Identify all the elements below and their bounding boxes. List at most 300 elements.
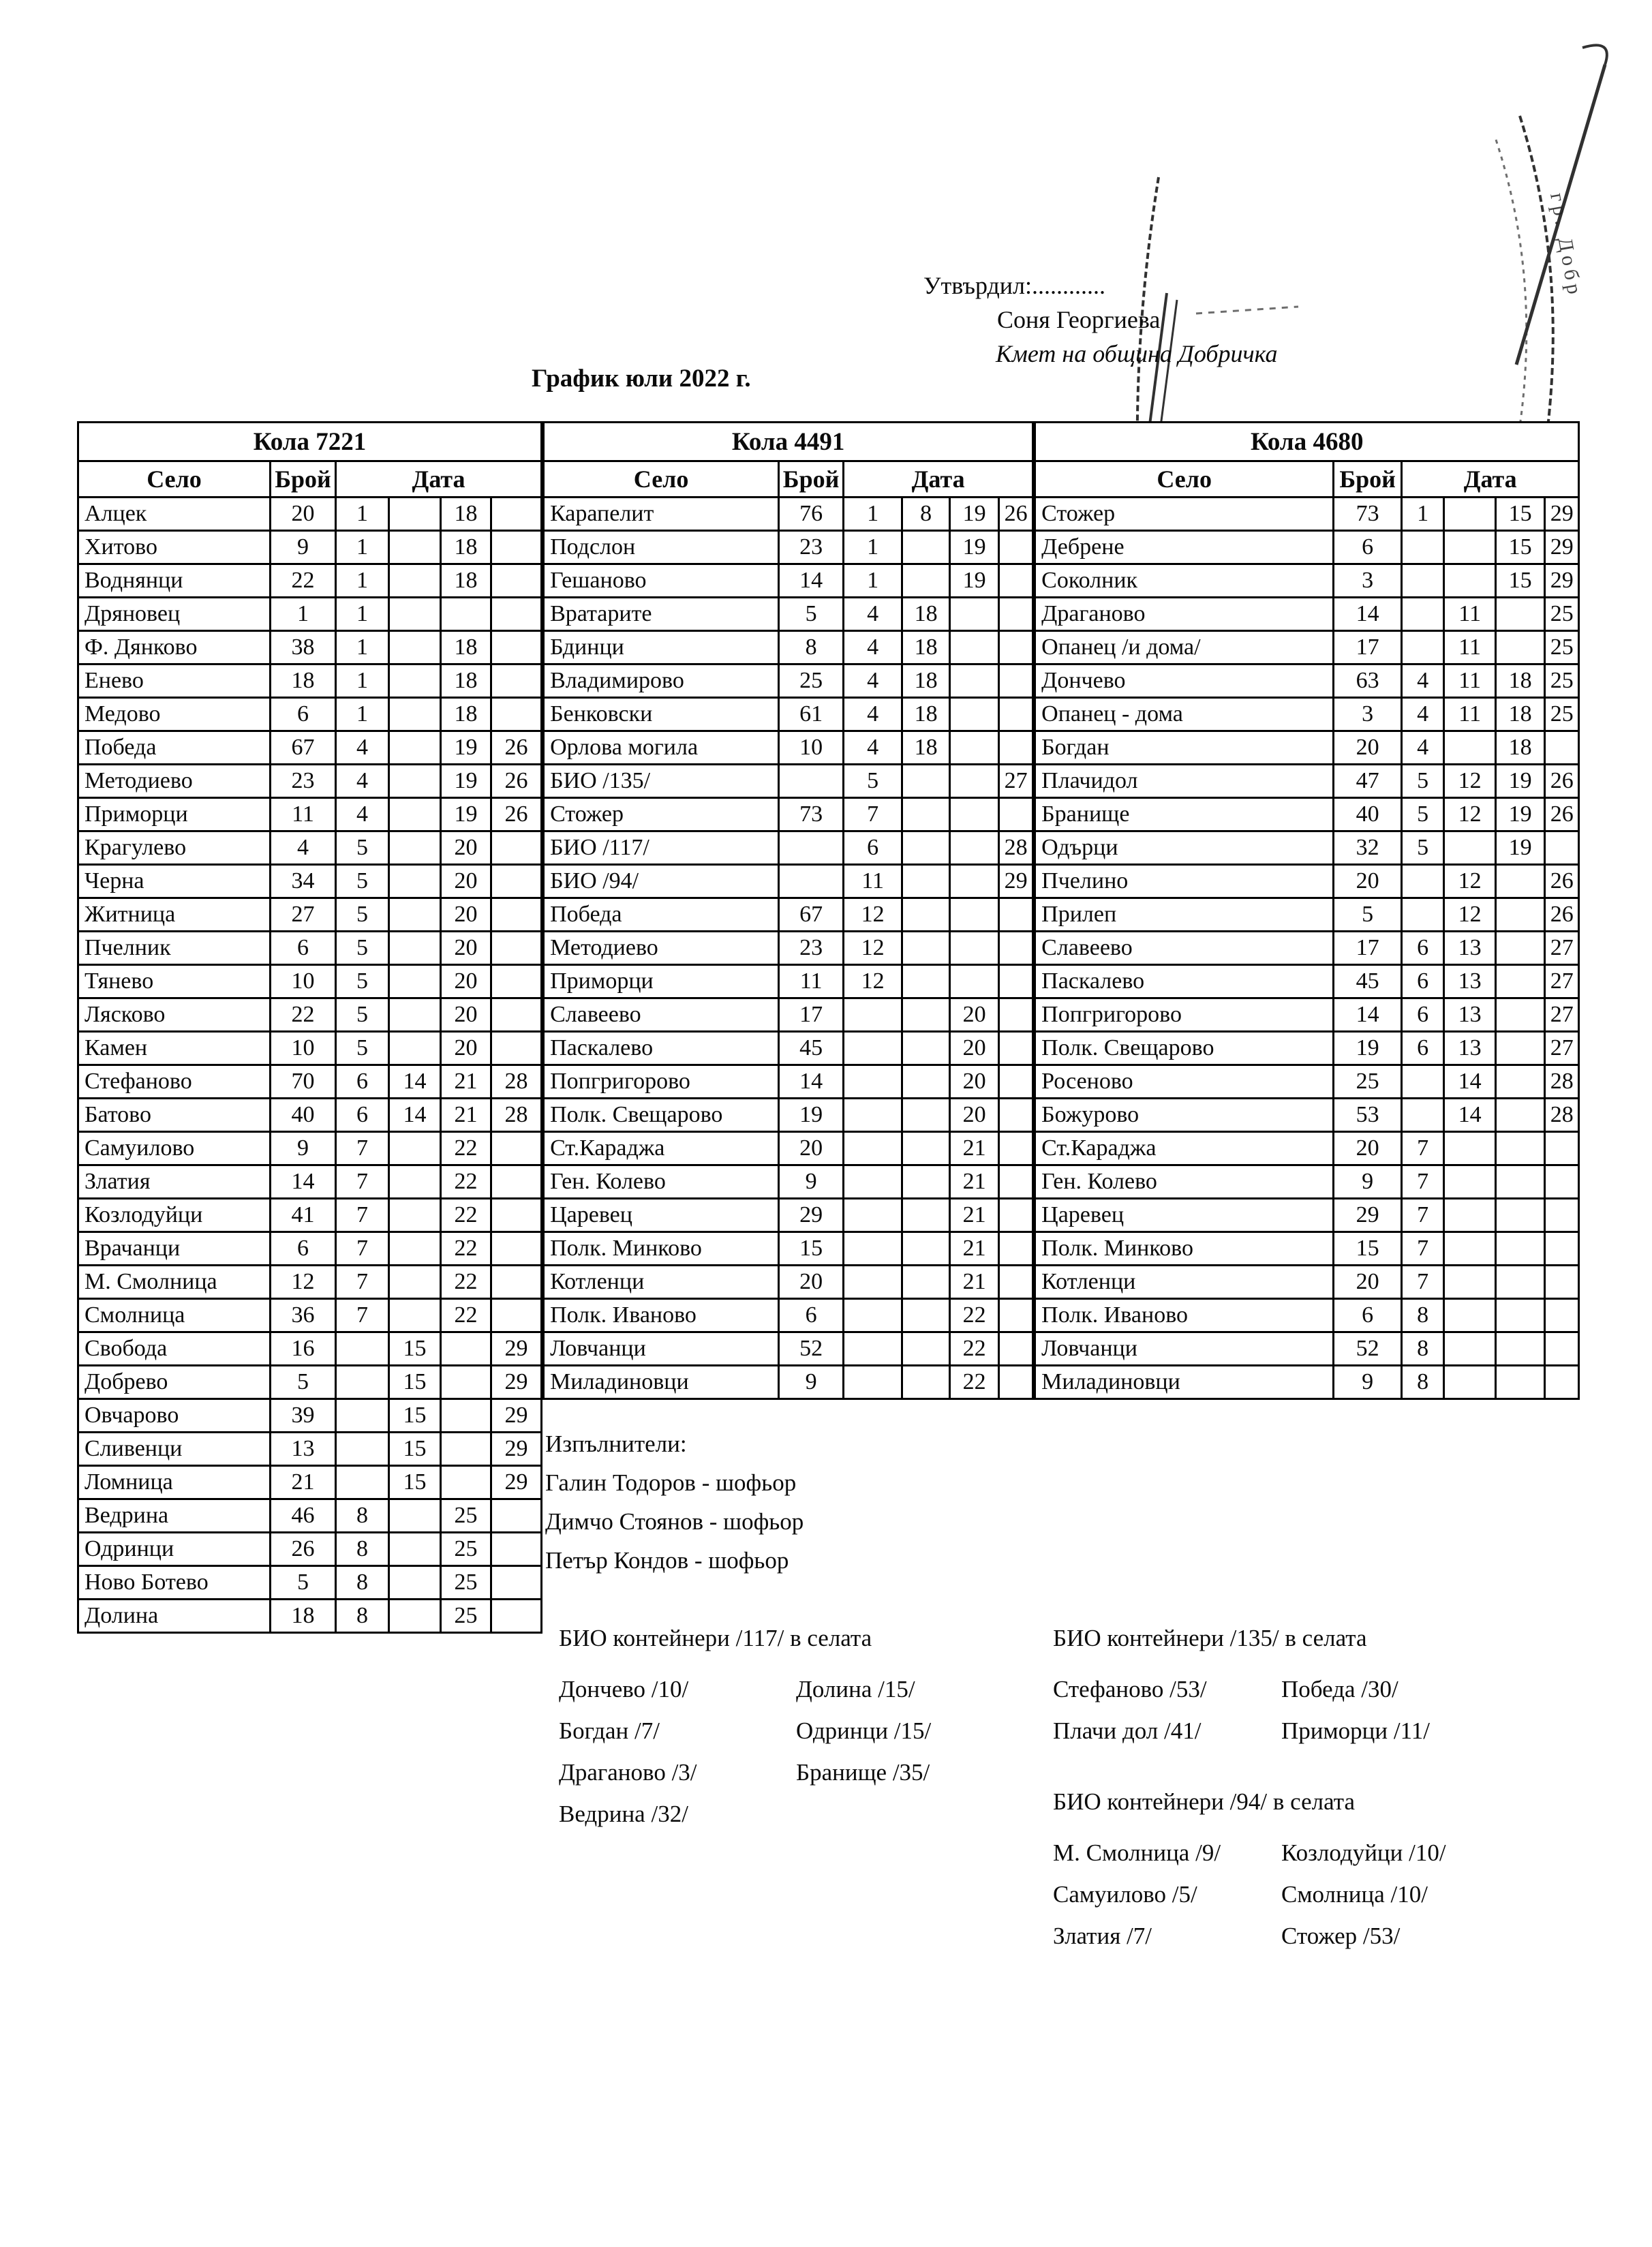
date-cell: 12 xyxy=(1444,898,1496,932)
page-title: График юли 2022 г. xyxy=(532,365,751,393)
count-cell: 36 xyxy=(271,1299,336,1332)
date-cell xyxy=(389,531,441,564)
table-row xyxy=(544,898,1033,932)
table-row xyxy=(544,1332,1033,1366)
date-cell: 25 xyxy=(1545,664,1579,698)
date-cell xyxy=(389,698,441,731)
table-row xyxy=(78,1600,542,1633)
date-cell xyxy=(999,564,1033,598)
date-cell: 1 xyxy=(844,498,902,531)
date-cell: 7 xyxy=(336,1199,389,1232)
date-cell: 21 xyxy=(950,1132,999,1165)
table-row xyxy=(544,598,1033,631)
bio-section-135 xyxy=(1053,1625,1430,1752)
table-row xyxy=(78,765,542,798)
date-cell xyxy=(999,1132,1033,1165)
bio-item: Самуилово /5/ xyxy=(1053,1881,1197,1908)
table-row xyxy=(78,1032,542,1065)
bio-item: Дончево /10/ xyxy=(559,1676,689,1702)
date-cell xyxy=(1496,998,1545,1032)
date-cell xyxy=(950,765,999,798)
date-cell xyxy=(1444,1266,1496,1299)
signature-hook xyxy=(1582,45,1607,65)
table-row xyxy=(78,598,542,631)
table-row xyxy=(78,1566,542,1600)
date-cell xyxy=(1444,564,1496,598)
date-cell: 20 xyxy=(950,1032,999,1065)
date-cell xyxy=(902,865,950,898)
village-cell: Стефаново xyxy=(78,1065,271,1099)
count-cell: 53 xyxy=(1334,1099,1402,1132)
village-cell: Долина xyxy=(78,1600,271,1633)
date-cell: 7 xyxy=(336,1299,389,1332)
village-cell: Одърци xyxy=(1035,831,1334,865)
bio-item: Козлодуйци /10/ xyxy=(1281,1839,1446,1866)
village-cell: Божурово xyxy=(1035,1099,1334,1132)
date-cell: 15 xyxy=(389,1433,441,1466)
date-cell: 4 xyxy=(844,731,902,765)
date-cell xyxy=(844,1366,902,1399)
date-cell: 5 xyxy=(336,965,389,998)
date-cell: 25 xyxy=(441,1600,491,1633)
village-cell: Ловчанци xyxy=(544,1332,779,1366)
date-cell xyxy=(999,1366,1033,1399)
date-cell xyxy=(1545,1232,1579,1266)
date-cell: 15 xyxy=(389,1466,441,1499)
date-cell xyxy=(902,1165,950,1199)
table-row xyxy=(1035,564,1579,598)
count-cell: 6 xyxy=(1334,1299,1402,1332)
village-cell: Методиево xyxy=(78,765,271,798)
date-cell xyxy=(491,1132,542,1165)
date-cell xyxy=(389,798,441,831)
date-cell: 18 xyxy=(1496,698,1545,731)
count-cell: 20 xyxy=(779,1132,844,1165)
date-cell: 1 xyxy=(844,531,902,564)
date-cell: 18 xyxy=(441,698,491,731)
date-cell: 7 xyxy=(1402,1165,1444,1199)
date-cell xyxy=(1496,932,1545,965)
executors-list xyxy=(545,1463,804,1580)
count-cell: 10 xyxy=(271,965,336,998)
date-cell: 20 xyxy=(441,965,491,998)
date-cell xyxy=(950,798,999,831)
date-cell xyxy=(491,1566,542,1600)
bio-item: Плачи дол /41/ xyxy=(1053,1717,1202,1744)
date-cell xyxy=(1496,898,1545,932)
date-cell: 22 xyxy=(441,1299,491,1332)
table-row xyxy=(78,1399,542,1433)
table-row xyxy=(78,1299,542,1332)
count-cell: 29 xyxy=(1334,1199,1402,1232)
header-count: Брой xyxy=(1334,461,1402,498)
count-cell: 9 xyxy=(1334,1366,1402,1399)
date-cell: 27 xyxy=(1545,932,1579,965)
count-cell: 19 xyxy=(1334,1032,1402,1065)
date-cell: 15 xyxy=(389,1332,441,1366)
table-row xyxy=(544,765,1033,798)
date-cell xyxy=(491,564,542,598)
date-cell xyxy=(999,1299,1033,1332)
date-cell: 28 xyxy=(491,1099,542,1132)
count-cell: 45 xyxy=(1334,965,1402,998)
count-cell: 14 xyxy=(271,1165,336,1199)
date-cell: 27 xyxy=(999,765,1033,798)
date-cell xyxy=(1444,1332,1496,1366)
count-cell: 8 xyxy=(779,631,844,664)
village-cell: Воднянци xyxy=(78,564,271,598)
village-cell: Одринци xyxy=(78,1533,271,1566)
table-row xyxy=(1035,1366,1579,1399)
date-cell xyxy=(1496,965,1545,998)
date-cell: 13 xyxy=(1444,965,1496,998)
date-cell xyxy=(950,965,999,998)
date-cell xyxy=(491,1032,542,1065)
date-cell xyxy=(999,1099,1033,1132)
bio-item: Драганово /3/ xyxy=(559,1759,697,1786)
executors-heading: Изпълнители: xyxy=(545,1431,687,1457)
village-cell: Миладиновци xyxy=(544,1366,779,1399)
date-cell xyxy=(389,998,441,1032)
date-cell xyxy=(950,631,999,664)
count-cell: 14 xyxy=(779,564,844,598)
date-cell xyxy=(491,1533,542,1566)
date-cell xyxy=(844,1132,902,1165)
date-cell: 4 xyxy=(844,598,902,631)
date-cell xyxy=(950,898,999,932)
table-row xyxy=(1035,598,1579,631)
count-cell: 73 xyxy=(779,798,844,831)
village-cell: БИО /135/ xyxy=(544,765,779,798)
date-cell xyxy=(389,1132,441,1165)
approval-signer-name: Соня Георгиева xyxy=(997,306,1161,333)
count-cell: 25 xyxy=(1334,1065,1402,1099)
table-row xyxy=(544,1366,1033,1399)
date-cell xyxy=(491,631,542,664)
date-cell: 8 xyxy=(1402,1332,1444,1366)
date-cell xyxy=(999,1266,1033,1299)
date-cell xyxy=(491,531,542,564)
village-cell: Лясково xyxy=(78,998,271,1032)
date-cell xyxy=(844,1099,902,1132)
village-cell: Победа xyxy=(544,898,779,932)
village-cell: Дончево xyxy=(1035,664,1334,698)
date-cell: 8 xyxy=(336,1533,389,1566)
bio-item: Бранище /35/ xyxy=(796,1759,930,1786)
table-row xyxy=(78,664,542,698)
date-cell: 6 xyxy=(844,831,902,865)
bio-item: Смолница /10/ xyxy=(1281,1881,1428,1908)
date-cell xyxy=(902,1266,950,1299)
village-cell: Пчелино xyxy=(1035,865,1334,898)
date-cell: 27 xyxy=(1545,965,1579,998)
date-cell: 21 xyxy=(441,1065,491,1099)
date-cell xyxy=(491,865,542,898)
table-row xyxy=(1035,1065,1579,1099)
date-cell xyxy=(1496,1299,1545,1332)
date-cell xyxy=(389,865,441,898)
village-cell: Приморци xyxy=(78,798,271,831)
date-cell xyxy=(999,1032,1033,1065)
approval-signer-role: Кмет на община Добричка xyxy=(996,340,1278,367)
table-row xyxy=(78,1499,542,1533)
table-row xyxy=(78,1232,542,1266)
table-row xyxy=(544,531,1033,564)
date-cell: 20 xyxy=(950,998,999,1032)
count-cell: 3 xyxy=(1334,564,1402,598)
date-cell: 19 xyxy=(1496,765,1545,798)
date-cell xyxy=(999,631,1033,664)
village-cell: Победа xyxy=(78,731,271,765)
count-cell: 25 xyxy=(779,664,844,698)
date-cell: 1 xyxy=(336,631,389,664)
date-cell: 1 xyxy=(336,564,389,598)
table-row xyxy=(1035,998,1579,1032)
date-cell: 22 xyxy=(950,1332,999,1366)
date-cell: 7 xyxy=(1402,1266,1444,1299)
date-cell: 7 xyxy=(336,1266,389,1299)
date-cell xyxy=(844,1065,902,1099)
date-cell: 21 xyxy=(950,1266,999,1299)
date-cell: 6 xyxy=(1402,998,1444,1032)
date-cell xyxy=(491,1165,542,1199)
village-cell: Карапелит xyxy=(544,498,779,531)
date-cell: 11 xyxy=(1444,698,1496,731)
count-cell: 52 xyxy=(779,1332,844,1366)
date-cell xyxy=(950,698,999,731)
date-cell xyxy=(441,1433,491,1466)
bio-item: Златия /7/ xyxy=(1053,1923,1152,1949)
village-cell: Методиево xyxy=(544,932,779,965)
date-cell: 7 xyxy=(336,1232,389,1266)
count-cell: 14 xyxy=(779,1065,844,1099)
date-cell xyxy=(950,831,999,865)
village-cell: Батово xyxy=(78,1099,271,1132)
village-cell: Камен xyxy=(78,1032,271,1065)
count-cell: 9 xyxy=(1334,1165,1402,1199)
date-cell: 7 xyxy=(844,798,902,831)
date-cell: 26 xyxy=(491,798,542,831)
date-cell xyxy=(389,898,441,932)
approval-label: Утвърдил:............ xyxy=(923,272,1106,299)
table-row xyxy=(78,1466,542,1499)
count-cell: 17 xyxy=(1334,932,1402,965)
village-cell: Опанец - дома xyxy=(1035,698,1334,731)
date-cell xyxy=(389,1232,441,1266)
date-cell: 5 xyxy=(336,1032,389,1065)
table-row xyxy=(544,698,1033,731)
date-cell xyxy=(1496,1099,1545,1132)
date-cell xyxy=(1402,564,1444,598)
date-cell xyxy=(389,1199,441,1232)
date-cell: 12 xyxy=(1444,798,1496,831)
count-cell: 63 xyxy=(1334,664,1402,698)
table-row xyxy=(1035,1032,1579,1065)
date-cell: 29 xyxy=(1545,564,1579,598)
date-cell: 19 xyxy=(950,498,999,531)
village-cell: Крагулево xyxy=(78,831,271,865)
table-row xyxy=(544,932,1033,965)
table-row xyxy=(544,1065,1033,1099)
village-cell: Полк. Свещарово xyxy=(544,1099,779,1132)
count-cell: 3 xyxy=(1334,698,1402,731)
header-count: Брой xyxy=(271,461,336,498)
count-cell: 9 xyxy=(779,1366,844,1399)
village-cell: Черна xyxy=(78,865,271,898)
date-cell: 1 xyxy=(336,664,389,698)
header-village: Село xyxy=(1035,461,1334,498)
date-cell xyxy=(1496,865,1545,898)
table-row xyxy=(1035,1099,1579,1132)
table-row xyxy=(544,564,1033,598)
date-cell: 4 xyxy=(1402,731,1444,765)
date-cell: 12 xyxy=(1444,865,1496,898)
date-cell: 26 xyxy=(999,498,1033,531)
date-cell: 6 xyxy=(1402,965,1444,998)
date-cell xyxy=(999,1165,1033,1199)
date-cell xyxy=(999,1232,1033,1266)
date-cell: 1 xyxy=(336,698,389,731)
table-row xyxy=(544,631,1033,664)
count-cell: 29 xyxy=(779,1199,844,1232)
date-cell: 29 xyxy=(491,1366,542,1399)
date-cell: 18 xyxy=(441,564,491,598)
header-date: Дата xyxy=(1402,461,1579,498)
date-cell: 20 xyxy=(441,898,491,932)
date-cell xyxy=(902,831,950,865)
count-cell: 20 xyxy=(1334,731,1402,765)
village-cell: Ново Ботево xyxy=(78,1566,271,1600)
count-cell xyxy=(779,865,844,898)
date-cell: 18 xyxy=(441,498,491,531)
date-cell: 4 xyxy=(844,698,902,731)
date-cell xyxy=(1444,831,1496,865)
village-cell: Ф. Дянково xyxy=(78,631,271,664)
date-cell xyxy=(336,1332,389,1366)
date-cell: 18 xyxy=(1496,731,1545,765)
village-cell: Дряновец xyxy=(78,598,271,631)
date-cell: 18 xyxy=(902,698,950,731)
date-cell xyxy=(491,1266,542,1299)
date-cell: 5 xyxy=(336,932,389,965)
table-row xyxy=(544,1232,1033,1266)
count-cell: 13 xyxy=(271,1433,336,1466)
village-cell: Сливенци xyxy=(78,1433,271,1466)
date-cell: 29 xyxy=(491,1399,542,1433)
date-cell xyxy=(950,731,999,765)
table-row xyxy=(544,498,1033,531)
date-cell xyxy=(1444,1366,1496,1399)
date-cell xyxy=(1496,1132,1545,1165)
table-row xyxy=(544,1199,1033,1232)
count-cell: 40 xyxy=(271,1099,336,1132)
date-cell xyxy=(902,1199,950,1232)
table-row xyxy=(78,831,542,865)
village-cell: Алцек xyxy=(78,498,271,531)
date-cell xyxy=(1545,1366,1579,1399)
date-cell: 28 xyxy=(1545,1099,1579,1132)
date-cell: 11 xyxy=(844,865,902,898)
bio-section-title: БИО контейнери /117/ в селата xyxy=(559,1625,872,1651)
date-cell: 8 xyxy=(902,498,950,531)
date-cell: 25 xyxy=(1545,698,1579,731)
date-cell xyxy=(902,1232,950,1266)
date-cell: 5 xyxy=(1402,798,1444,831)
date-cell xyxy=(1496,598,1545,631)
count-cell: 15 xyxy=(779,1232,844,1266)
date-cell xyxy=(389,1499,441,1533)
date-cell: 5 xyxy=(336,998,389,1032)
date-cell xyxy=(389,564,441,598)
date-cell: 12 xyxy=(844,932,902,965)
header-date: Дата xyxy=(844,461,1033,498)
table-row xyxy=(1035,898,1579,932)
date-cell: 29 xyxy=(491,1433,542,1466)
date-cell xyxy=(1444,498,1496,531)
date-cell xyxy=(336,1433,389,1466)
date-cell: 22 xyxy=(441,1232,491,1266)
date-cell xyxy=(1402,598,1444,631)
date-cell: 21 xyxy=(950,1199,999,1232)
date-cell xyxy=(950,664,999,698)
date-cell: 26 xyxy=(491,731,542,765)
table-row xyxy=(78,1533,542,1566)
village-cell: Вратарите xyxy=(544,598,779,631)
header-village: Село xyxy=(544,461,779,498)
date-cell: 28 xyxy=(1545,1065,1579,1099)
table-row xyxy=(78,1132,542,1165)
table-row xyxy=(78,898,542,932)
date-cell xyxy=(999,1332,1033,1366)
date-cell xyxy=(902,1366,950,1399)
table-row xyxy=(1035,865,1579,898)
bio-column-right xyxy=(796,1668,931,1835)
date-cell: 18 xyxy=(902,598,950,631)
date-cell xyxy=(999,664,1033,698)
date-cell: 7 xyxy=(1402,1132,1444,1165)
date-cell xyxy=(1496,1032,1545,1065)
date-cell: 4 xyxy=(336,765,389,798)
date-cell: 6 xyxy=(336,1099,389,1132)
count-cell: 1 xyxy=(271,598,336,631)
date-cell xyxy=(844,1165,902,1199)
table-row xyxy=(1035,664,1579,698)
table-row xyxy=(78,1199,542,1232)
date-cell: 19 xyxy=(441,731,491,765)
date-cell: 27 xyxy=(1545,1032,1579,1065)
date-cell xyxy=(491,1499,542,1533)
bio-item: Долина /15/ xyxy=(796,1676,915,1702)
date-cell xyxy=(902,798,950,831)
date-cell: 13 xyxy=(1444,1032,1496,1065)
table-row xyxy=(78,932,542,965)
date-cell xyxy=(441,1399,491,1433)
village-cell: Овчарово xyxy=(78,1399,271,1433)
date-cell: 20 xyxy=(950,1099,999,1132)
date-cell xyxy=(1444,1232,1496,1266)
date-cell xyxy=(389,1299,441,1332)
count-cell: 52 xyxy=(1334,1332,1402,1366)
count-cell: 40 xyxy=(1334,798,1402,831)
table-row xyxy=(544,865,1033,898)
count-cell: 5 xyxy=(779,598,844,631)
village-cell: Козлодуйци xyxy=(78,1199,271,1232)
date-cell: 26 xyxy=(1545,898,1579,932)
date-cell xyxy=(1444,1132,1496,1165)
date-cell: 4 xyxy=(844,631,902,664)
table-kola-7221 xyxy=(77,421,542,1634)
date-cell: 29 xyxy=(1545,498,1579,531)
